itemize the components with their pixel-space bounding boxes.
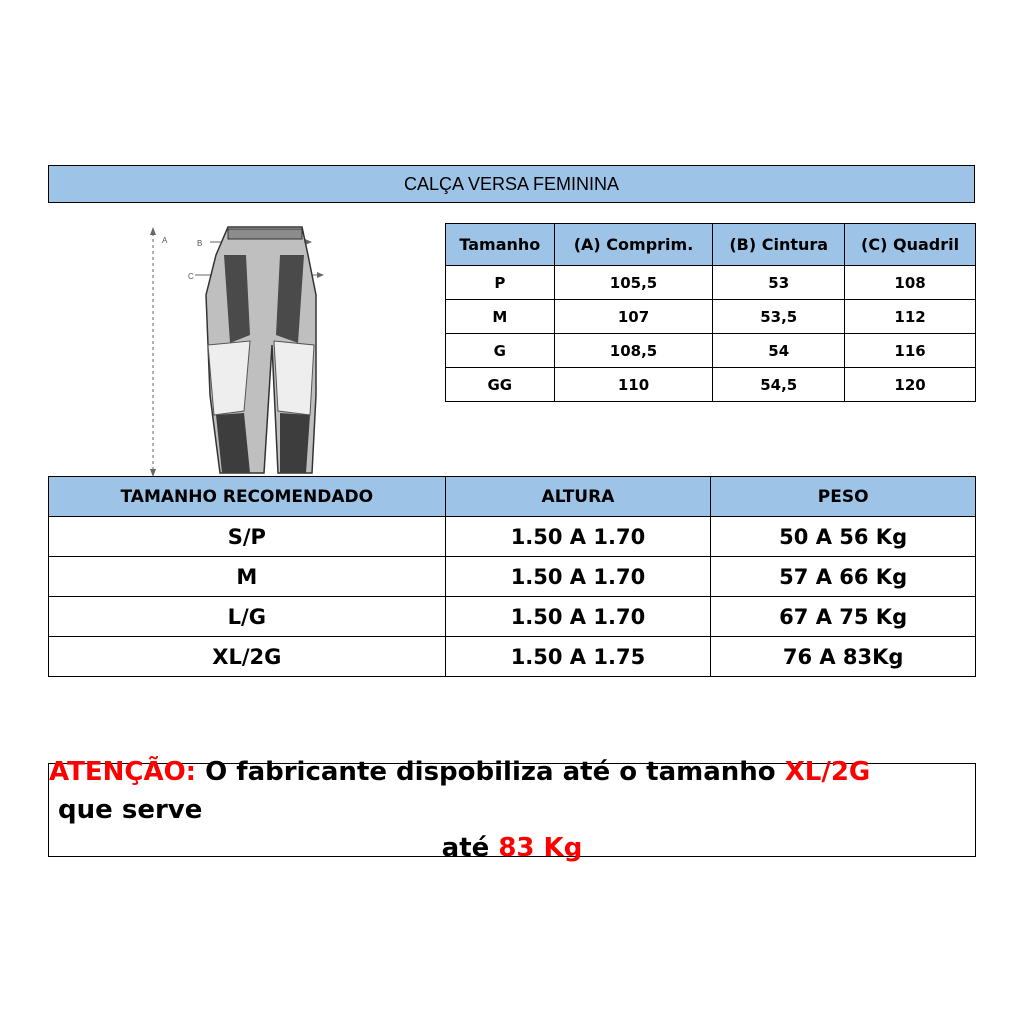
table-cell: 1.50 A 1.70 [445,557,711,597]
column-header: Tamanho [446,224,555,266]
column-header: ALTURA [445,477,711,517]
table-cell: 1.50 A 1.75 [445,637,711,677]
table-cell: 54 [713,334,845,368]
recommended-size-table [48,476,976,677]
table-cell: 57 A 66 Kg [711,557,976,597]
pants-measurement-figure [140,215,340,480]
table-row [49,557,976,597]
table-cell: XL/2G [49,637,446,677]
table-cell: 1.50 A 1.70 [445,517,711,557]
table-cell: L/G [49,597,446,637]
table-cell: GG [446,368,555,402]
table-cell: 112 [845,300,976,334]
column-header: PESO [711,477,976,517]
notice-text: O fabricante dispobiliza até o tamanho [196,757,785,787]
table-cell: 108 [845,266,976,300]
notice-weight: 83 Kg [498,833,583,863]
notice-label: ATENÇÃO: [49,757,197,787]
notice-line-1 [49,753,975,829]
table-cell: 116 [845,334,976,368]
column-header: (C) Quadril [845,224,976,266]
table-header-row [49,477,976,517]
table-cell: 53,5 [713,300,845,334]
table-row [446,300,976,334]
table-row [49,637,976,677]
table-row [49,597,976,637]
table-cell: 54,5 [713,368,845,402]
table-cell: 108,5 [554,334,713,368]
label-a: A [162,236,168,245]
label-c: C [188,272,194,281]
page-title: CALÇA VERSA FEMININA [48,165,975,203]
table-cell: 120 [845,368,976,402]
table-cell: M [446,300,555,334]
notice-size: XL/2G [784,757,871,787]
table-cell: G [446,334,555,368]
table-cell: 67 A 75 Kg [711,597,976,637]
table-cell: S/P [49,517,446,557]
measurement-table [445,223,976,402]
notice-text: que serve [49,795,203,825]
table-row [446,368,976,402]
table-cell: M [49,557,446,597]
table-cell: 53 [713,266,845,300]
notice-line-2 [442,829,583,867]
table-header-row [446,224,976,266]
attention-notice [48,757,976,863]
table-cell: 50 A 56 Kg [711,517,976,557]
table-cell: 105,5 [554,266,713,300]
table-cell: 110 [554,368,713,402]
column-header: (B) Cintura [713,224,845,266]
table-cell: 107 [554,300,713,334]
column-header: TAMANHO RECOMENDADO [49,477,446,517]
table-row [446,334,976,368]
notice-text: até [441,833,499,863]
table-cell: 1.50 A 1.70 [445,597,711,637]
column-header: (A) Comprim. [554,224,713,266]
label-b: B [197,239,203,248]
table-row [49,517,976,557]
table-row [446,266,976,300]
table-cell: 76 A 83Kg [711,637,976,677]
table-cell: P [446,266,555,300]
